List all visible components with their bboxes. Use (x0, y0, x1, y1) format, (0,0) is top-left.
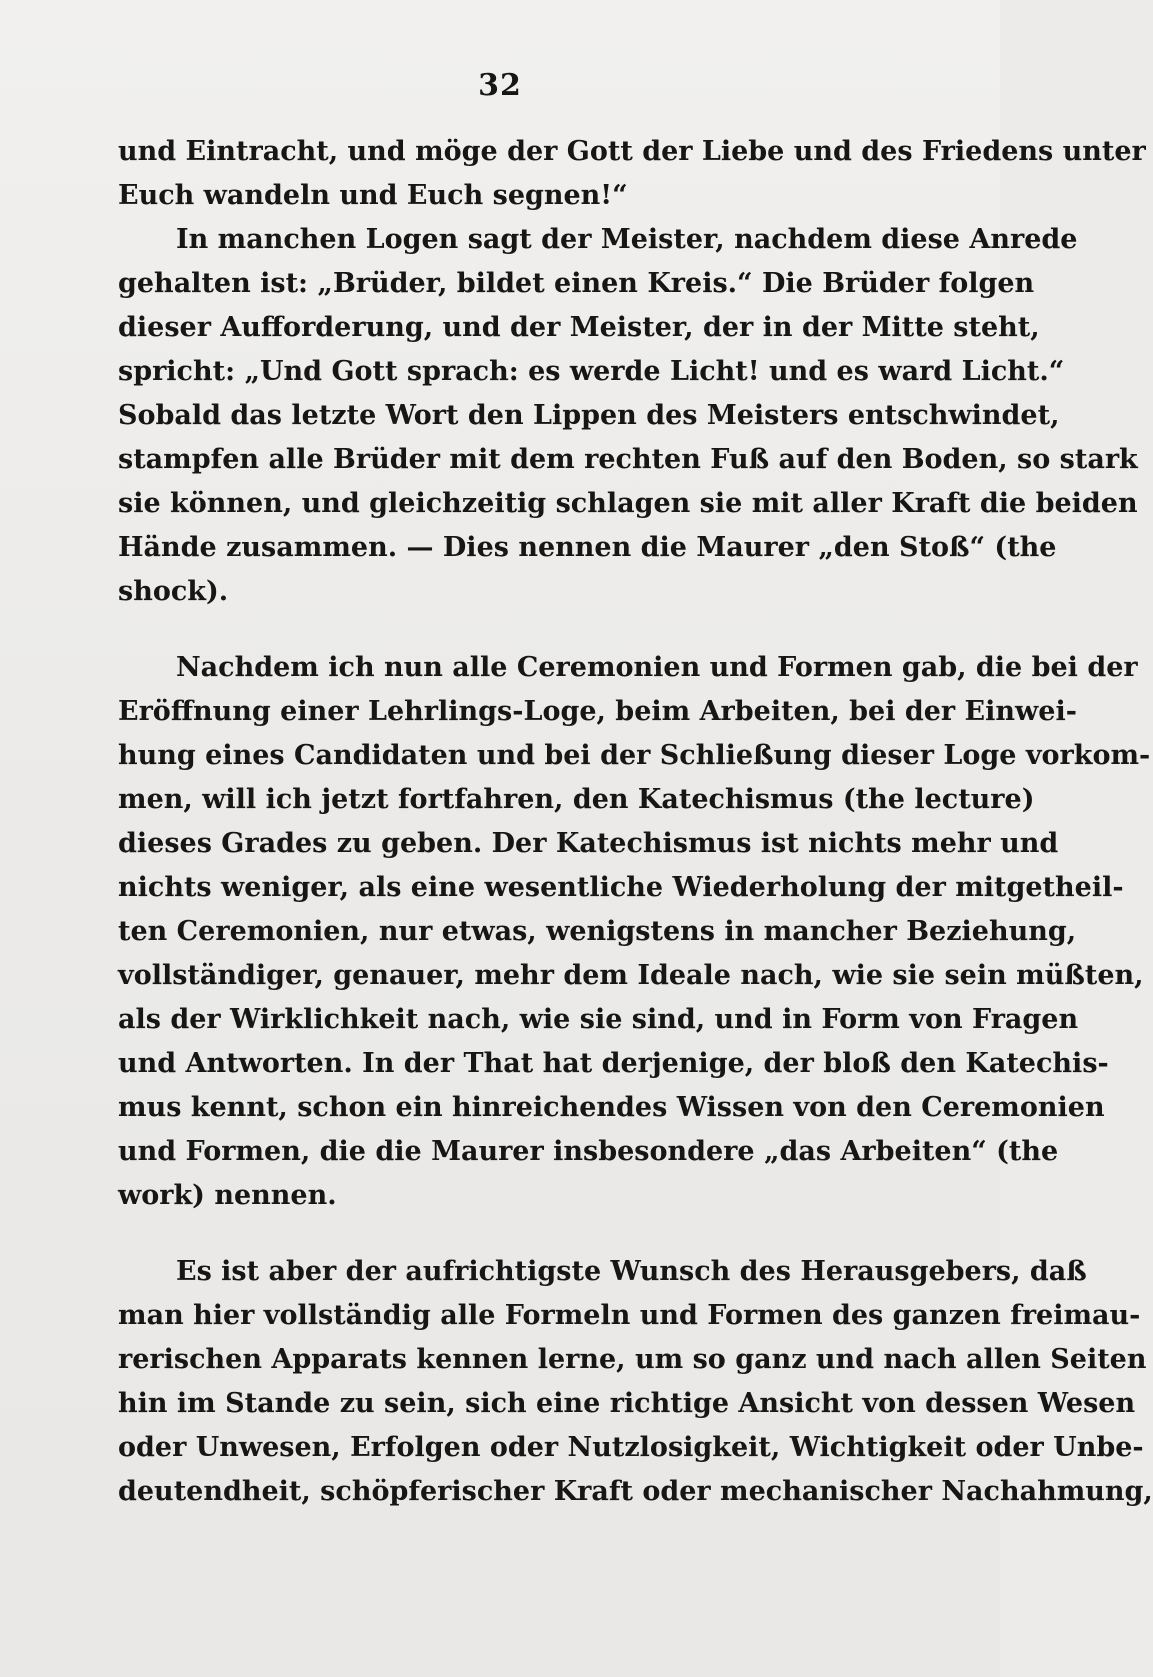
paragraph-spacer (118, 614, 930, 646)
text-line: man hier vollständig alle Formeln und Formen des ganzen freimau- (118, 1300, 1141, 1331)
page-number: 32 (478, 68, 522, 103)
text-line: Hände zusammen. — Dies nennen die Maurer „den Stoß“ (the (118, 532, 1057, 563)
text-line: Nachdem ich nun alle Ceremonien und Formen gab, die bei der (176, 652, 1138, 683)
text-line: work) nennen. (118, 1180, 337, 1211)
text-line: ten Ceremonien, nur etwas, wenigstens in mancher Beziehung, (118, 916, 1077, 947)
text-line: rerischen Apparats kennen lerne, um so ganz und nach allen Seiten (118, 1344, 1147, 1375)
text-line: und Antworten. In der That hat derjenige, der bloß den Katechis- (118, 1048, 1109, 1079)
text-line: In manchen Logen sagt der Meister, nachdem diese Anrede (176, 224, 1078, 255)
text-line: men, will ich jetzt fortfahren, den Katechismus (the lecture) (118, 784, 1035, 815)
paragraph-3 (118, 646, 1151, 1218)
paragraph-1 (118, 130, 1146, 218)
text-line: spricht: „Und Gott sprach: es werde Licht! und es ward Licht.“ (118, 356, 1065, 387)
text-line: stampfen alle Brüder mit dem rechten Fuß auf den Boden, so stark (118, 444, 1138, 475)
text-line: dieser Aufforderung, und der Meister, der in der Mitte steht, (118, 312, 1040, 343)
text-line: sie können, und gleichzeitig schlagen sie mit aller Kraft die beiden (118, 488, 1138, 519)
text-line: Eröffnung einer Lehrlings-Loge, beim Arbeiten, bei der Einwei- (118, 696, 1077, 727)
text-line: hin im Stande zu sein, sich eine richtige Ansicht von dessen Wesen (118, 1388, 1136, 1419)
text-line: vollständiger, genauer, mehr dem Ideale nach, wie sie sein müßten, (118, 960, 1144, 991)
text-line: und Eintracht, und möge der Gott der Liebe und des Friedens unter (118, 136, 1146, 167)
text-line: dieses Grades zu geben. Der Katechismus ist nichts mehr und (118, 828, 1059, 859)
text-line: deutendheit, schöpferischer Kraft oder mechanischer Nachahmung, (118, 1476, 1153, 1507)
text-line: shock). (118, 576, 229, 607)
text-line: Es ist aber der aufrichtigste Wunsch des Herausgebers, daß (176, 1256, 1087, 1287)
text-line: und Formen, die die Maurer insbesondere „das Arbeiten“ (the (118, 1136, 1059, 1167)
text-line: Sobald das letzte Wort den Lippen des Meisters entschwindet, (118, 400, 1060, 431)
text-line: als der Wirklichkeit nach, wie sie sind, und in Form von Fragen (118, 1004, 1079, 1035)
paragraph-4 (118, 1250, 1153, 1514)
text-line: Euch wandeln und Euch segnen!“ (118, 180, 628, 211)
text-line: mus kennt, schon ein hinreichendes Wissen von den Ceremonien (118, 1092, 1105, 1123)
text-line: oder Unwesen, Erfolgen oder Nutzlosigkeit, Wichtigkeit oder Unbe- (118, 1432, 1144, 1463)
text-line: hung eines Candidaten und bei der Schließung dieser Loge vorkom- (118, 740, 1151, 771)
body-text (118, 130, 1153, 1514)
text-line: nichts weniger, als eine wesentliche Wiederholung der mitgetheil- (118, 872, 1124, 903)
paragraph-2 (118, 218, 1138, 614)
paragraph-spacer (118, 1218, 930, 1250)
text-line: gehalten ist: „Brüder, bildet einen Kreis.“ Die Brüder folgen (118, 268, 1035, 299)
